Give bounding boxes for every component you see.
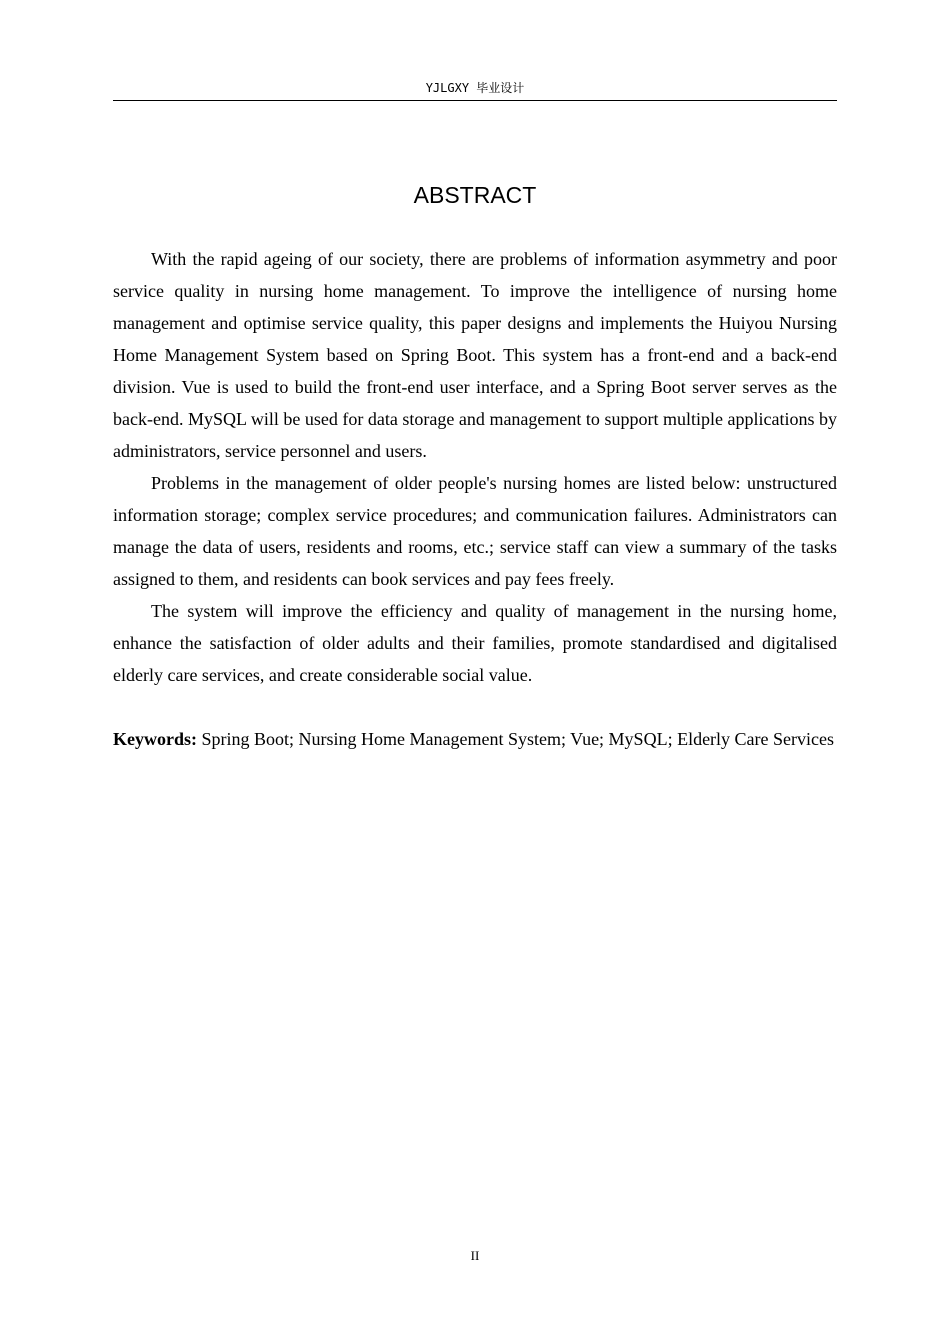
keywords-line xyxy=(113,721,837,758)
header-rule xyxy=(113,100,837,101)
abstract-body xyxy=(113,243,837,691)
page-header: YJLGXY 毕业设计 xyxy=(425,81,525,95)
abstract-paragraph-1: With the rapid ageing of our society, there are problems of information asymmetry and poor service quality in nursing home management. To improve the intelligence of nursing home management and optimise service quality, this paper designs and implements the Huiyou Nursing Home Management System based on Spring Boot. This system has a front-end and a back-end division. Vue is used to build the front-end user interface, and a Spring Boot server serves as the back-end. MySQL will be used for data storage and management to support multiple applications by administrators, service personnel and users. xyxy=(113,249,837,461)
abstract-paragraph-3: The system will improve the efficiency and quality of management in the nursing home, enhance the satisfaction of older adults and their families, promote standardised and digitalised elderly care services, and create considerable social value. xyxy=(113,601,837,685)
page-number: II xyxy=(470,1248,480,1263)
abstract-title: ABSTRACT xyxy=(413,182,537,208)
abstract-paragraph-2: Problems in the management of older people's nursing homes are listed below: unstructured information storage; complex service procedures; and communication failures. Administrators can manage the data of users, residents and rooms, etc.; service staff can view a summary of the tasks assigned to them, and residents can book services and pay fees freely. xyxy=(113,473,837,589)
keywords-label: Keywords: xyxy=(113,729,202,749)
keywords-text: Spring Boot; Nursing Home Management System; Vue; MySQL; Elderly Care Services xyxy=(201,729,835,749)
